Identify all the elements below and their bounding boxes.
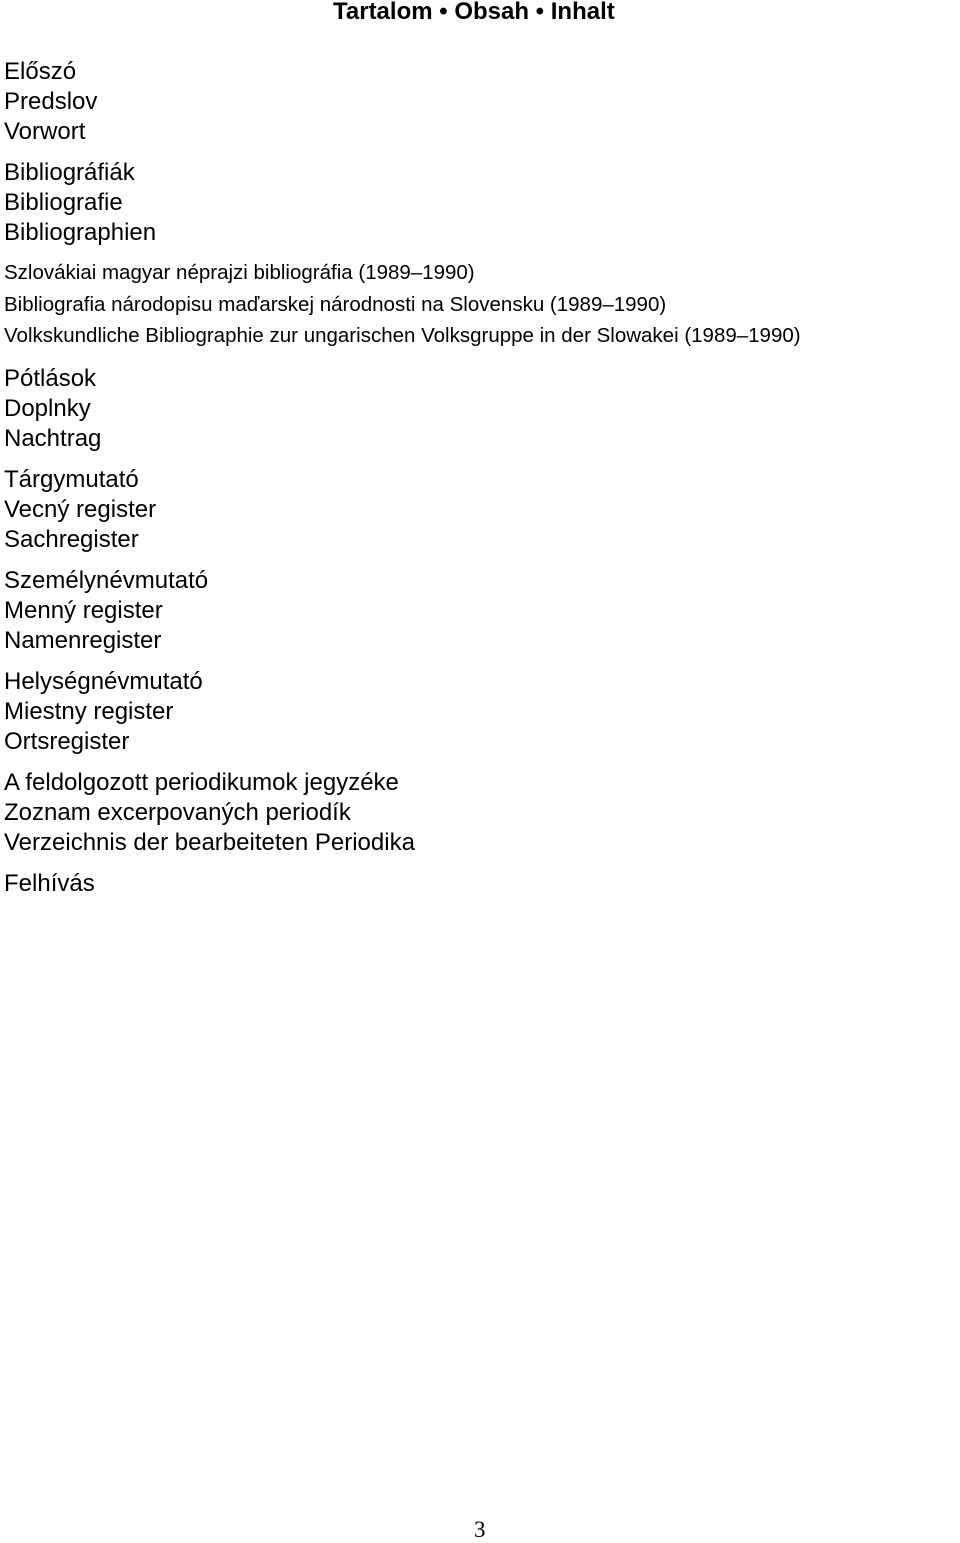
toc-group-bibliographies (4, 158, 960, 248)
toc-group-supplements (4, 364, 960, 454)
toc-entry-ethnographic-bibliography-de[interactable]: Volkskundliche Bibliographie zur ungarischen Volksgruppe in der Slowakei (1989–1990) (4, 324, 801, 347)
toc-entry-periodicals-list-de[interactable]: Verzeichnis der bearbeiteten Periodika (4, 828, 415, 856)
toc-group-periodicals-list (4, 768, 960, 858)
toc-entry-place-index-hu[interactable]: Helységnévmutató (4, 667, 203, 695)
toc-entry-foreword-sk[interactable]: Predslov (4, 88, 98, 115)
toc-entry-appeal-hu[interactable]: Felhívás (4, 869, 95, 897)
toc-group-appeal (4, 869, 960, 899)
toc-entry-periodicals-list-sk[interactable]: Zoznam excerpovaných periodík (4, 798, 351, 826)
toc-entry-place-index-sk[interactable]: Miestny register (4, 697, 174, 725)
toc-entry-supplements-hu[interactable]: Pótlások (4, 364, 97, 392)
toc-entry-foreword-de[interactable]: Vorwort (4, 118, 86, 145)
toc-group-place-index (4, 667, 960, 757)
toc-entry-ethnographic-bibliography-sk[interactable]: Bibliografia národopisu maďarskej národnosti na Slovensku (1989–1990) (4, 292, 667, 316)
toc-entry-periodicals-list-hu[interactable]: A feldolgozott periodikumok jegyzéke (4, 768, 399, 796)
toc-entry-bibliographies-sk[interactable]: Bibliografie (4, 189, 123, 216)
toc-entry-name-index-sk[interactable]: Menný register (4, 596, 163, 624)
toc-entry-subject-index-de[interactable]: Sachregister (4, 525, 139, 553)
toc-entry-name-index-hu[interactable]: Személynévmutató (4, 566, 209, 594)
toc-entry-place-index-de[interactable]: Ortsregister (4, 727, 130, 755)
toc-entry-supplements-de[interactable]: Nachtrag (4, 424, 102, 452)
toc-group-foreword (4, 57, 960, 147)
page-number: 3 (474, 1517, 486, 1542)
toc-entry-supplements-sk[interactable]: Doplnky (4, 394, 91, 422)
toc-entry-foreword-hu[interactable]: Előszó (4, 58, 77, 85)
toc-entry-name-index-de[interactable]: Namenregister (4, 626, 162, 654)
toc-group-ethnographic-bibliography (4, 257, 960, 352)
table-of-contents (4, 57, 960, 910)
toc-group-name-index (4, 566, 960, 656)
toc-entry-subject-index-sk[interactable]: Vecný register (4, 495, 157, 523)
toc-entry-subject-index-hu[interactable]: Tárgymutató (4, 465, 139, 493)
toc-group-subject-index (4, 465, 960, 555)
toc-entry-bibliographies-hu[interactable]: Bibliográfiák (4, 159, 135, 186)
toc-entry-ethnographic-bibliography-hu[interactable]: Szlovákiai magyar néprajzi bibliográfia (1989–1990) (4, 261, 475, 284)
toc-entry-bibliographies-de[interactable]: Bibliographien (4, 219, 157, 246)
page-title: Tartalom • Obsah • Inhalt (333, 0, 615, 25)
